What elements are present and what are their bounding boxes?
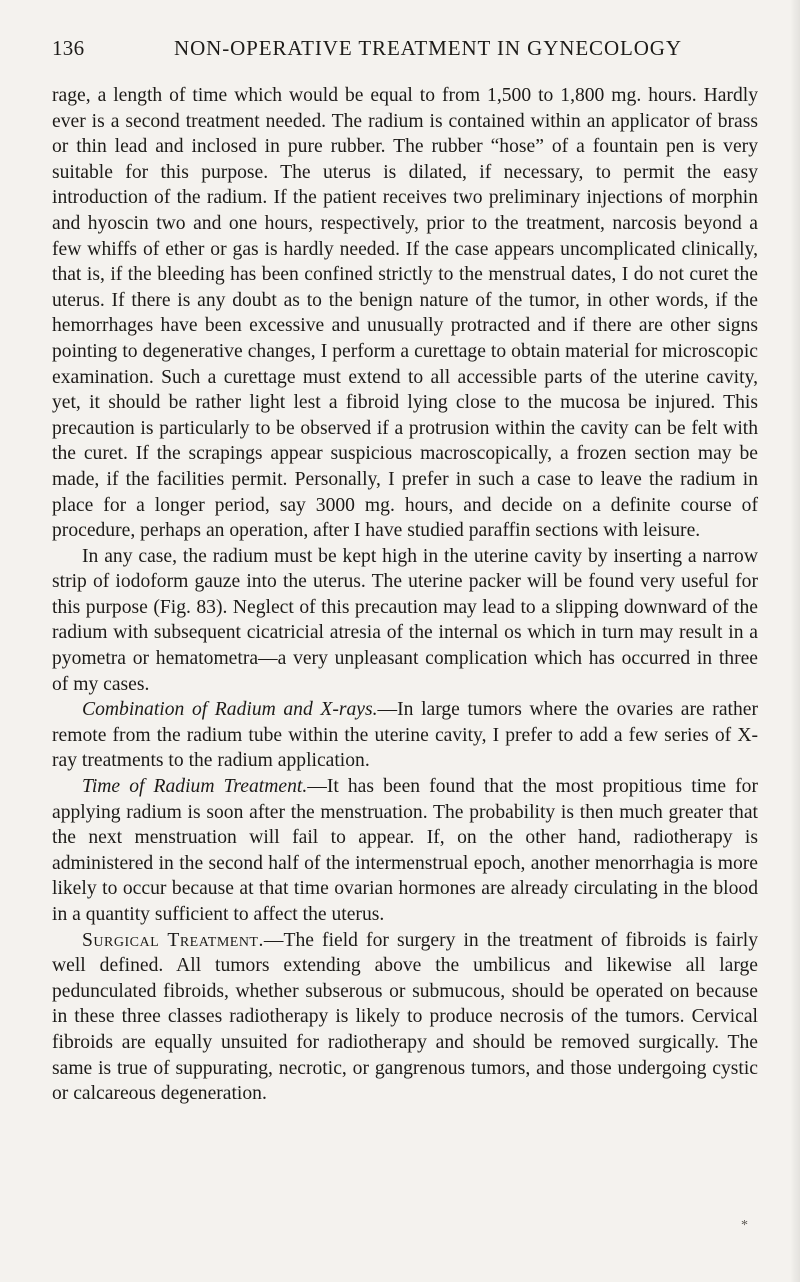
- paragraph-combination-radium-xrays: [52, 697, 758, 774]
- page-header: [52, 36, 758, 66]
- body-text: [52, 83, 758, 1107]
- paragraph-text: rage, a length of time which would be equal to from 1,500 to 1,800 mg. hours. Hardly ever is a second treatment needed. The radium is contained within an applicator of brass or thin lead and inclosed in pure rubber. The rubber “hose” of a fountain pen is very suitable for this purpose. The uterus is dilated, if necessary, to permit the easy introduction of the radium. If the patient receives two preliminary injections of morphin and hyoscin two and one hours, respectively, prior to the treatment, narcosis beyond a few whiffs of ether or gas is hardly needed. If the case appears uncomplicated clinically, that is, if the bleeding has been confined strictly to the menstrual dates, I do not curet the uterus. If there is any doubt as to the benign nature of the tumor, in other words, if the hemorrhages have been excessive and unusually protracted and if there are other signs pointing to degenerative changes, I perform a curettage to obtain material for microscopic examination. Such a curettage must extend to all accessible parts of the uterine cavity, yet, it should be rather light lest a fibroid lying close to the mucosa be injured. This precaution is particularly to be observed if a protrusion within the cavity can be felt with the curet. If the scrapings appear suspicious macroscopically, a frozen section may be made, if the facilities permit. Personally, I prefer in such a case to leave the radium in place for a longer period, say 3000 mg. hours, and decide on a definite course of procedure, perhaps an operation, after I have studied paraffin sections with leisure.: [52, 85, 758, 542]
- running-head: NON-OPERATIVE TREATMENT IN GYNECOLOGY: [174, 36, 682, 60]
- page-edge-shadow: [790, 0, 800, 1282]
- section-heading: Time of Radium Treatment.: [82, 776, 308, 798]
- paragraph-surgical-treatment: [52, 928, 758, 1107]
- paragraph-text: In any case, the radium must be kept high in the uterine cavity by inserting a narrow strip of iodoform gauze into the uterus. The uterine packer will be found very useful for this purpose (Fig. 83). Neglect of this precaution may lead to a slipping downward of the radium with subsequent cicatricial atresia of the internal os which in turn may result in a pyometra or hematometra—a very unpleasant complication which has occurred in three of my cases.: [52, 545, 758, 695]
- paragraph-text: —The field for surgery in the treatment of fibroids is fairly well defined. All tumors extending above the umbilicus and likewise all large pedunculated fibroids, whether subserous or submucous, should be operated on because in these three classes radiotherapy is likely to produce necrosis of the tumors. Cervical fibroids are equally unsuited for radiotherapy and should be removed surgically. The same is true of suppurating, necrotic, or gangrenous tumors, and those undergoing cystic or calcareous degeneration.: [52, 929, 758, 1105]
- page-number: 136: [52, 36, 85, 60]
- footer-mark: *: [741, 1218, 748, 1233]
- paragraph-text: —In large tumors where the ovaries are rather remote from the radium tube within the uterine cavity, I prefer to add a few series of X-ray treatments to the radium application.: [52, 699, 758, 772]
- book-page: [52, 36, 758, 1276]
- paragraph-radium-dosage: [52, 83, 758, 544]
- paragraph-time-of-treatment: [52, 774, 758, 928]
- paragraph-text: —It has been found that the most propitious time for applying radium is soon after the menstruation. The probability is then much greater that the next menstruation will fail to appear. If, on the other hand, radiotherapy is administered in the second half of the intermenstrual epoch, another menorrhagia is more likely to occur because at that time ovarian hormones are already circulating in the blood in a quantity sufficient to affect the uterus.: [52, 776, 758, 925]
- section-heading: Surgical Treatment.: [82, 929, 264, 951]
- section-heading: Combination of Radium and X-rays.: [82, 699, 378, 721]
- paragraph-radium-placement: [52, 544, 758, 698]
